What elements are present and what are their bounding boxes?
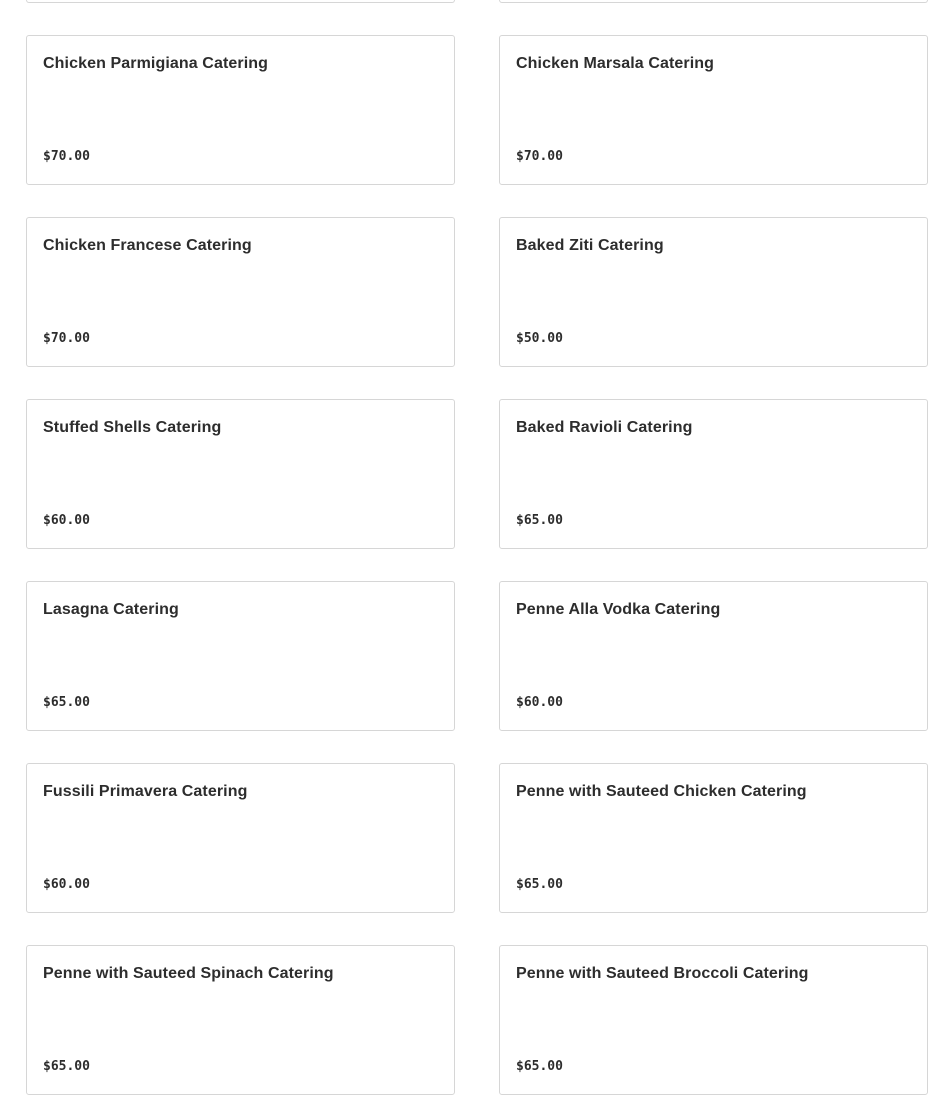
menu-item-name: Chicken Parmigiana Catering: [43, 55, 268, 72]
menu-item-price: $70.00: [43, 331, 90, 346]
menu-item-name: Penne Alla Vodka Catering: [516, 601, 721, 618]
menu-item-card[interactable]: [499, 945, 928, 1095]
menu-item-price: $70.00: [43, 149, 90, 164]
menu-item-price: $50.00: [516, 331, 563, 346]
menu-item-card[interactable]: [26, 945, 455, 1095]
menu-item-name: Baked Ravioli Catering: [516, 419, 693, 436]
menu-item-card[interactable]: [26, 35, 455, 185]
menu-item-name: Stuffed Shells Catering: [43, 419, 222, 436]
menu-item-price: $65.00: [43, 695, 90, 710]
menu-item-card[interactable]: [499, 217, 928, 367]
menu-item-price: $60.00: [43, 513, 90, 528]
menu-item-price: $65.00: [516, 877, 563, 892]
menu-item-card[interactable]: [26, 217, 455, 367]
menu-item-price: $70.00: [516, 149, 563, 164]
menu-item-price: $65.00: [516, 1059, 563, 1074]
menu-item-card[interactable]: [26, 581, 455, 731]
menu-item-price: $60.00: [516, 695, 563, 710]
menu-item-card[interactable]: [499, 581, 928, 731]
menu-item-name: Fussili Primavera Catering: [43, 783, 248, 800]
menu-item-name: Penne with Sauteed Broccoli Catering: [516, 965, 809, 982]
menu-item-name: Chicken Francese Catering: [43, 237, 252, 254]
menu-item-name: Penne with Sauteed Spinach Catering: [43, 965, 334, 982]
menu-item-card-partial[interactable]: [499, 0, 928, 3]
menu-item-card[interactable]: [499, 399, 928, 549]
menu-item-price: $65.00: [516, 513, 563, 528]
menu-item-name: Chicken Marsala Catering: [516, 55, 715, 72]
menu-item-name: Penne with Sauteed Chicken Catering: [516, 783, 807, 800]
menu-item-card[interactable]: [26, 399, 455, 549]
menu-item-price: $65.00: [43, 1059, 90, 1074]
menu-item-price: $60.00: [43, 877, 90, 892]
menu-item-card[interactable]: [26, 763, 455, 913]
menu-item-card[interactable]: [499, 35, 928, 185]
menu-item-card-partial[interactable]: [26, 0, 455, 3]
menu-item-card[interactable]: [499, 763, 928, 913]
menu-item-name: Baked Ziti Catering: [516, 237, 664, 254]
menu-item-name: Lasagna Catering: [43, 601, 179, 618]
